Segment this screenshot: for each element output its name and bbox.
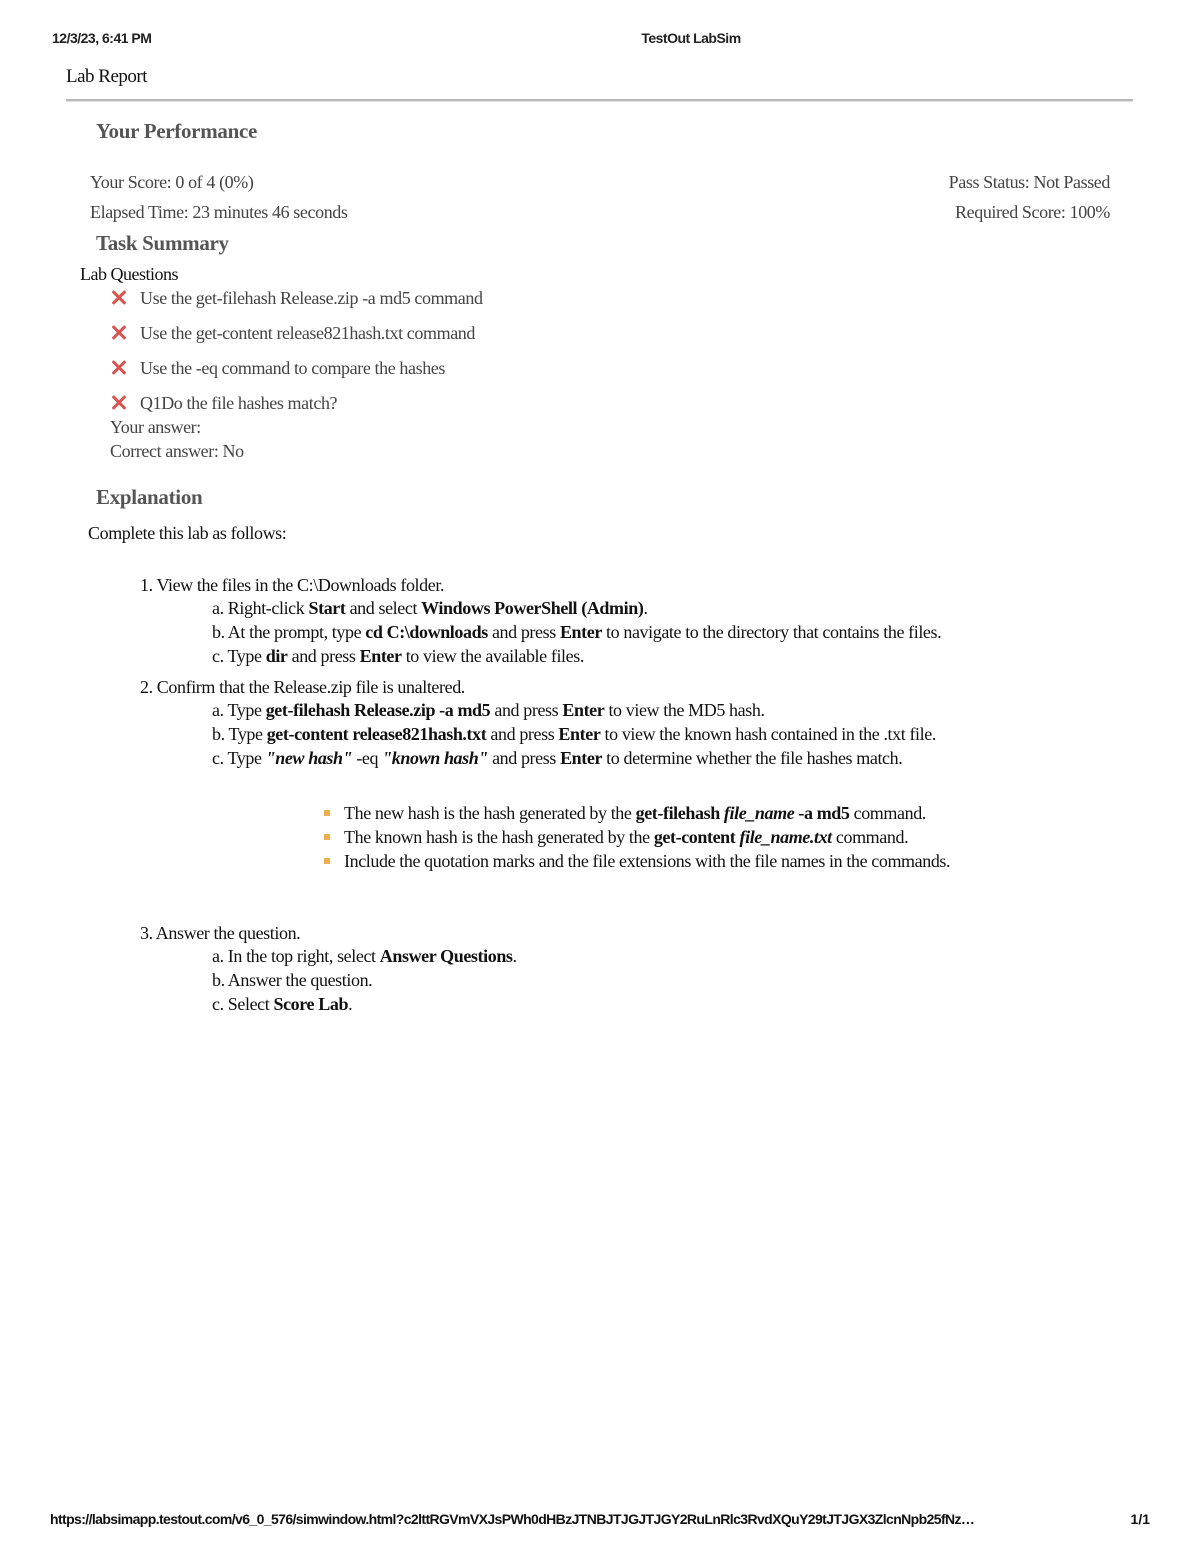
pass-status-text: Pass Status: Not Passed (948, 172, 1110, 192)
report-heading: Lab Report (66, 66, 148, 87)
task-summary-title: Task Summary (96, 231, 229, 255)
x-icon (108, 392, 130, 414)
explanation-intro: Complete this lab as follows: (88, 523, 287, 543)
lab-questions-label: Lab Questions (80, 264, 178, 284)
step-3c: c. Select Score Lab. (212, 994, 353, 1014)
task-item (108, 391, 337, 415)
step-1: 1. View the files in the C:\Downloads folder. (140, 575, 445, 595)
note-item: The new hash is the hash generated by the get-filehash file_name -a md5 command. (324, 803, 926, 824)
footer-page-number: 1/1 (1130, 1511, 1150, 1527)
performance-title: Your Performance (96, 119, 258, 143)
bullet-icon (324, 834, 330, 840)
note-item: The known hash is the hash generated by the get-content file_name.txt command. (324, 827, 908, 848)
step-1c: c. Type dir and press Enter to view the available files. (212, 646, 584, 666)
task-item (108, 286, 483, 310)
x-icon (108, 287, 130, 309)
header-divider (66, 99, 1133, 102)
task-item (108, 356, 445, 380)
step-2a: a. Type get-filehash Release.zip -a md5 and press Enter to view the MD5 hash. (212, 700, 765, 720)
step-2c: c. Type "new hash" -eq "known hash" and press Enter to determine whether the file hashes match. (212, 748, 903, 768)
bullet-icon (324, 810, 330, 816)
step-1b: b. At the prompt, type cd C:\downloads and press Enter to navigate to the directory that contains the files. (212, 622, 942, 642)
step-3a: a. In the top right, select Answer Questions. (212, 946, 517, 966)
task-item (108, 321, 475, 345)
task-label: Q1Do the file hashes match? (140, 392, 338, 413)
x-icon (108, 322, 130, 344)
elapsed-time-text: Elapsed Time: 23 minutes 46 seconds (90, 202, 348, 222)
print-title: TestOut LabSim (641, 30, 741, 46)
note-item: Include the quotation marks and the file extensions with the file names in the commands. (324, 851, 950, 872)
score-text: Your Score: 0 of 4 (0%) (90, 172, 254, 192)
correct-answer: Correct answer: No (110, 441, 244, 461)
task-label: Use the -eq command to compare the hashes (140, 357, 445, 378)
step-2b: b. Type get-content release821hash.txt and press Enter to view the known hash contained in the .txt file. (212, 724, 936, 744)
required-score-text: Required Score: 100% (955, 202, 1110, 222)
task-label: Use the get-content release821hash.txt command (140, 322, 475, 343)
step-3: 3. Answer the question. (140, 923, 301, 943)
step-3b: b. Answer the question. (212, 970, 373, 990)
explanation-title: Explanation (96, 485, 203, 509)
step-2: 2. Confirm that the Release.zip file is unaltered. (140, 677, 465, 697)
your-answer: Your answer: (110, 417, 201, 437)
task-label: Use the get-filehash Release.zip -a md5 command (140, 287, 483, 308)
bullet-icon (324, 858, 330, 864)
footer-url: https://labsimapp.testout.com/v6_0_576/simwindow.html?c2lttRGVmVXJsPWh0dHBzJTNBJTJGJTJGY2RuLnRlc3RvdXQuY29tJTJGX3ZlcnNpb25fNz… (50, 1511, 975, 1527)
step-1a: a. Right-click Start and select Windows PowerShell (Admin). (212, 598, 648, 618)
x-icon (108, 357, 130, 379)
print-date: 12/3/23, 6:41 PM (52, 30, 152, 46)
